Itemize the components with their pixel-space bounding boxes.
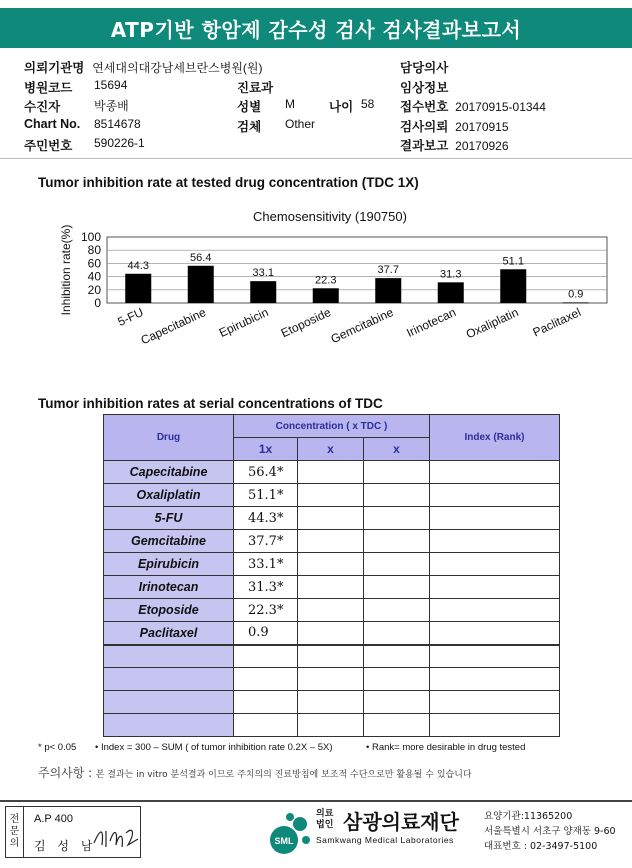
drug-cell: 5-FU	[104, 507, 234, 530]
signature-box	[5, 806, 141, 858]
department-row	[237, 78, 273, 96]
receipt-label: 접수번호	[400, 99, 449, 114]
chart-x-tick-label: Gemcitabine	[328, 305, 396, 347]
drug-header: Drug	[104, 415, 234, 461]
drug-cell	[104, 668, 234, 691]
chart-x-tick-label: 5-FU	[115, 305, 146, 329]
chart-y-tick-label: 80	[87, 243, 101, 258]
hospital-code-value: 15694	[94, 78, 128, 92]
hospital-row	[24, 58, 263, 76]
sub-header-x2: x	[298, 438, 364, 461]
index-cell	[430, 553, 560, 576]
chart-x-tick-label: Epirubicin	[216, 305, 271, 340]
value-x2-cell	[298, 461, 364, 484]
table-row	[104, 553, 560, 576]
value-x3-cell	[364, 507, 430, 530]
specimen-value: Other	[285, 117, 316, 131]
hospital-label: 의뢰기관명	[24, 60, 85, 75]
report-date-label: 결과보고	[400, 138, 449, 153]
value-x2-cell	[298, 668, 364, 691]
report-date-value: 20170926	[455, 139, 509, 153]
index-cell	[430, 668, 560, 691]
index-cell	[430, 576, 560, 599]
report-title: ATP기반 항암제 감수성 검사 검사결과보고서	[110, 17, 522, 42]
value-x3-cell	[364, 530, 430, 553]
value-1x-cell: 22.3*	[234, 599, 298, 622]
specialist-name: 김 성 남	[34, 839, 97, 853]
value-x3-cell	[364, 484, 430, 507]
drug-cell: Gemcitabine	[104, 530, 234, 553]
value-1x-cell: 31.3*	[234, 576, 298, 599]
org-tag	[316, 809, 333, 831]
index-cell	[430, 691, 560, 714]
chart-bar	[438, 282, 464, 303]
chart-x-tick-label: Etoposide	[278, 305, 334, 341]
logo-text: SML	[274, 836, 294, 846]
specialist-char-1: 전	[9, 814, 20, 825]
chart-data-label: 44.3	[127, 259, 149, 272]
rank-note: • Rank= more desirable in drug tested	[366, 742, 526, 753]
doctor-row	[400, 58, 448, 76]
patient-value: 박종배	[94, 99, 129, 113]
organization-block	[268, 806, 628, 858]
value-x2-cell	[298, 530, 364, 553]
resident-value: 590226-1	[94, 136, 145, 150]
hospital-code-row	[24, 78, 128, 96]
value-x2-cell	[298, 691, 364, 714]
value-1x-cell	[234, 691, 298, 714]
table-row	[104, 530, 560, 553]
hospital-value: 연세대의대강남세브란스병원(원)	[92, 61, 263, 75]
value-x3-cell	[364, 645, 430, 668]
table-row	[104, 599, 560, 622]
value-x3-cell	[364, 622, 430, 645]
value-1x-cell	[234, 668, 298, 691]
section2-title: Tumor inhibition rates at serial concentrations of TDC	[38, 396, 383, 411]
chart-data-label: 33.1	[252, 267, 274, 280]
index-cell	[430, 714, 560, 737]
report-date-row	[400, 136, 509, 154]
p-value-note: * p< 0.05	[38, 742, 77, 753]
patient-row	[24, 97, 129, 115]
index-header: Index (Rank)	[430, 415, 560, 461]
table-row	[104, 461, 560, 484]
value-x3-cell	[364, 576, 430, 599]
request-label: 검사의뢰	[400, 119, 449, 134]
index-cell	[430, 507, 560, 530]
sub-header-1x: 1x	[234, 438, 298, 461]
chart-data-label: 31.3	[440, 268, 462, 281]
patient-label: 수진자	[24, 99, 61, 114]
chart-y-tick-label: 0	[94, 296, 101, 310]
index-note: • Index = 300 – SUM ( of tumor inhibition rate 0.2X – 5X)	[95, 742, 333, 753]
value-x2-cell	[298, 553, 364, 576]
value-x2-cell	[298, 622, 364, 645]
resident-label: 주민번호	[24, 138, 73, 153]
organization-phone: 대표번호 : 02-3497-5100	[484, 841, 598, 852]
value-x3-cell	[364, 714, 430, 737]
chart-bar	[188, 266, 214, 303]
sex-age-row	[237, 97, 375, 115]
chart-value: 8514678	[94, 117, 141, 131]
clinical-row	[400, 78, 448, 96]
institution-code: 요양기관:11365200	[484, 811, 573, 822]
value-x3-cell	[364, 461, 430, 484]
chart-row	[24, 117, 141, 131]
section1-title: Tumor inhibition rate at tested drug concentration (TDC 1X)	[38, 175, 419, 190]
request-value: 20170915	[455, 120, 509, 134]
drug-cell: Oxaliplatin	[104, 484, 234, 507]
chart-bar	[375, 278, 401, 303]
index-cell	[430, 645, 560, 668]
value-x3-cell	[364, 599, 430, 622]
resident-row	[24, 136, 145, 154]
organization-name: 삼광의료재단	[343, 810, 459, 834]
department-label: 진료과	[237, 80, 274, 95]
drug-cell: Paclitaxel	[104, 622, 234, 645]
age-value: 58	[361, 97, 375, 111]
value-1x-cell: 33.1*	[234, 553, 298, 576]
sub-header-x3: x	[364, 438, 430, 461]
value-1x-cell: 0.9	[234, 622, 298, 645]
specialist-char-3: 의	[9, 838, 20, 849]
value-1x-cell	[234, 714, 298, 737]
specialist-label	[6, 807, 24, 857]
specimen-label: 검체	[237, 119, 262, 134]
chart-bar	[563, 302, 589, 303]
table-row	[104, 691, 560, 714]
chart-data-label: 22.3	[315, 274, 337, 287]
org-tag-2: 법인	[316, 820, 334, 830]
chart-data-label: 56.4	[190, 251, 212, 264]
value-x2-cell	[298, 645, 364, 668]
chart-bar	[500, 269, 526, 303]
drug-cell: Epirubicin	[104, 553, 234, 576]
sex-value: M	[285, 97, 295, 111]
chart-x-tick-label: Paclitaxel	[530, 305, 584, 340]
chart-x-tick-label: Capecitabine	[138, 305, 209, 348]
chart-data-label: 51.1	[502, 255, 524, 268]
caution-note	[38, 764, 472, 781]
drug-cell	[104, 691, 234, 714]
chart-title: Chemosensitivity (190750)	[253, 209, 407, 224]
chart-plot-frame	[107, 237, 607, 303]
value-x3-cell	[364, 691, 430, 714]
chart-bar	[313, 288, 339, 303]
org-tag-1: 의료	[316, 809, 334, 819]
chart-y-tick-label: 20	[87, 282, 101, 297]
chemosensitivity-chart	[0, 200, 632, 400]
results-table	[103, 414, 560, 737]
table-row	[104, 714, 560, 737]
value-x2-cell	[298, 507, 364, 530]
chart-x-tick-label: Irinotecan	[404, 305, 459, 340]
handwritten-signature	[92, 825, 140, 851]
drug-cell	[104, 645, 234, 668]
value-1x-cell: 56.4*	[234, 461, 298, 484]
header-divider	[0, 158, 632, 159]
chart-data-label: 37.7	[377, 264, 399, 277]
chart-label: Chart No.	[24, 117, 81, 131]
index-cell	[430, 622, 560, 645]
ap-number: A.P 400	[34, 813, 73, 825]
value-x3-cell	[364, 553, 430, 576]
caution-text: 본 결과는 in vitro 분석결과 이므로 주치의의 진료방침에 보조적 수단으로만 활용될 수 있습니다	[95, 770, 472, 780]
report-title-bar	[0, 8, 632, 48]
index-cell	[430, 484, 560, 507]
doctor-label: 담당의사	[400, 60, 449, 75]
specialist-char-2: 문	[9, 826, 20, 837]
drug-cell: Irinotecan	[104, 576, 234, 599]
receipt-value: 20170915-01344	[455, 100, 546, 114]
chart-y-tick-label: 40	[87, 269, 101, 284]
table-row	[104, 576, 560, 599]
chart-y-axis-label: Inhibition rate(%)	[59, 224, 73, 316]
drug-cell	[104, 714, 234, 737]
value-1x-cell	[234, 645, 298, 668]
table-row	[104, 484, 560, 507]
hospital-code-label: 병원코드	[24, 80, 73, 95]
footer-divider	[0, 800, 632, 802]
value-x3-cell	[364, 668, 430, 691]
table-row	[104, 668, 560, 691]
clinical-label: 임상정보	[400, 80, 449, 95]
value-x2-cell	[298, 599, 364, 622]
table-row	[104, 645, 560, 668]
caution-label: 주의사항 :	[38, 766, 93, 780]
value-x2-cell	[298, 714, 364, 737]
value-1x-cell: 37.7*	[234, 530, 298, 553]
table-row	[104, 622, 560, 645]
index-cell	[430, 599, 560, 622]
sex-label: 성별	[237, 99, 262, 114]
request-row	[400, 117, 509, 135]
value-x2-cell	[298, 576, 364, 599]
concentration-header: Concentration ( x TDC )	[234, 415, 430, 438]
drug-cell: Capecitabine	[104, 461, 234, 484]
organization-english: Samkwang Medical Laboratories	[316, 835, 454, 845]
receipt-row	[400, 97, 546, 115]
value-1x-cell: 51.1*	[234, 484, 298, 507]
table-row	[104, 507, 560, 530]
index-cell	[430, 461, 560, 484]
value-x2-cell	[298, 484, 364, 507]
value-1x-cell: 44.3*	[234, 507, 298, 530]
chart-y-tick-label: 60	[87, 256, 101, 271]
age-label: 나이	[329, 99, 354, 114]
chart-bar	[125, 274, 151, 303]
chart-data-label: 0.9	[568, 288, 584, 301]
sml-logo-icon	[268, 810, 314, 856]
index-cell	[430, 530, 560, 553]
chart-bar	[250, 281, 276, 303]
specimen-row	[237, 117, 316, 135]
drug-cell: Etoposide	[104, 599, 234, 622]
chart-x-tick-label: Oxaliplatin	[463, 305, 521, 342]
chart-y-tick-label: 100	[80, 230, 101, 244]
organization-address: 서울특별시 서초구 양재동 9-60	[484, 826, 616, 837]
